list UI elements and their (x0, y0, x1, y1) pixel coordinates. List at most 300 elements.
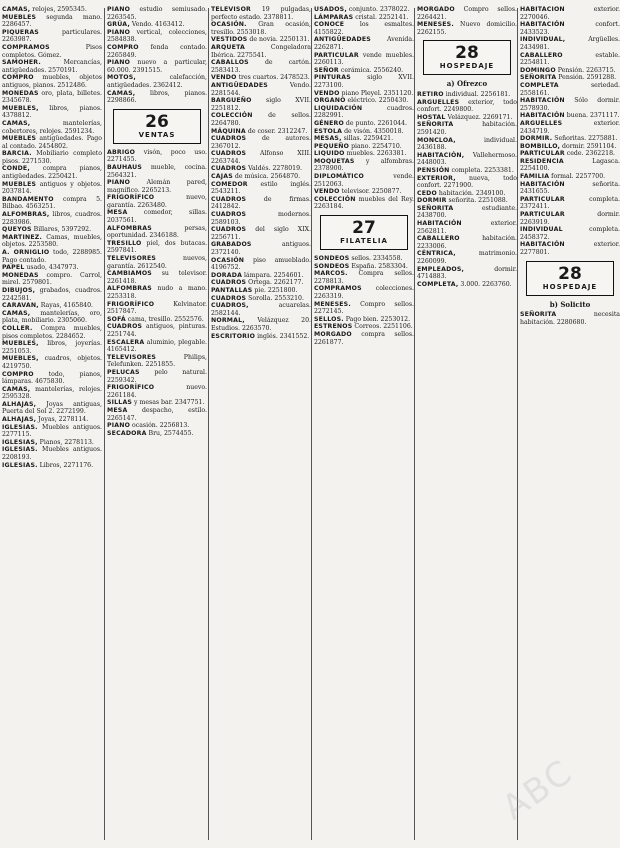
ad-text: completa. 2458372. (520, 226, 620, 241)
ad-heading: DOMINGO (520, 66, 556, 74)
ad-heading: VENDO (211, 74, 237, 82)
ad-heading: CUADROS (211, 195, 247, 203)
ad-text: sellos. 2334558. (349, 255, 403, 263)
ad-text: pelo natural. 2259342. (107, 368, 207, 384)
ad-text: vende muebles. 2260113. (314, 51, 414, 67)
ad-text: particulares. 2263987. (2, 28, 102, 44)
ad-text: piso amueblado. 4196752. (211, 256, 311, 272)
classified-ad (211, 257, 311, 272)
classified-ad (2, 446, 102, 461)
ad-text: 19 pulgadas, perfecto estado. 2378811. (211, 6, 311, 21)
classified-ad (520, 241, 620, 256)
ad-heading: ALFOMBRAS (107, 224, 152, 232)
classified-ad (314, 128, 414, 136)
ad-heading: IGLESIAS, (2, 438, 38, 446)
classified-ad (417, 91, 517, 99)
ad-heading: INDIVIDUAL (520, 226, 563, 234)
ad-text: vende. 2512063. (314, 173, 414, 188)
ad-heading: ESTOLA (314, 127, 343, 135)
ad-heading: ANTIGÜEDADES (314, 36, 371, 44)
classified-ad (211, 226, 311, 241)
ad-text: acuarelas. 2582144. (211, 302, 311, 317)
ad-heading: IGLESIAS. (2, 461, 38, 469)
ad-text: libros, cuadros. 2283986. (2, 211, 102, 226)
ad-text: relojes, 2595345. (30, 6, 87, 13)
classified-ad (417, 266, 517, 281)
classified-ad (314, 323, 414, 331)
ad-heading: ALFOMBRAS (107, 285, 152, 293)
ad-text: de autores. 2367012. (211, 135, 311, 150)
ad-text: Valdés. 2278019. (246, 165, 302, 173)
classified-ad (211, 112, 311, 127)
ad-heading: HABITACIÓN (520, 21, 565, 29)
ad-heading: MUEBLES, (2, 355, 39, 363)
ad-heading: MORGADO (417, 6, 455, 13)
ad-heading: GÉNERO (314, 119, 344, 127)
classified-ad (2, 14, 102, 29)
section-header-box (526, 261, 614, 296)
ad-heading: CABALLERO (417, 235, 460, 243)
ad-text: individual. 2256181. (443, 90, 511, 98)
ad-heading: HABITACIÓN (520, 97, 565, 105)
ad-text: Compro sellos. 2264421. (417, 6, 517, 21)
ad-heading: CABALLERO (520, 51, 563, 59)
classified-ad (107, 255, 207, 270)
classified-ad (314, 270, 414, 285)
ad-text: individual. 2436188. (417, 136, 517, 152)
ad-heading: LIQUIDACIÓN (314, 104, 363, 112)
ad-text: cuadros. 2282991. (314, 104, 414, 120)
classified-ad (107, 430, 207, 438)
classified-ad (211, 333, 311, 341)
ad-heading: ARGUELLES (417, 98, 460, 106)
ad-text: Camas, muebles, objetos. 2253580. (2, 233, 102, 249)
ad-text: de cartón. 2583413. (211, 59, 311, 74)
ad-heading: ARQUETA (211, 43, 245, 51)
ad-heading: ESCALERA (107, 338, 145, 346)
ad-text: Gran ocasión, tresillo. 2553018. (211, 21, 311, 36)
ad-text: ocasión. 2256813. (130, 422, 190, 430)
ad-text: de coser. 2312247. (245, 127, 308, 135)
ad-text: siglo XVII. 2273100. (314, 74, 414, 89)
ad-text: comedor, sillas. 2037561. (107, 209, 207, 225)
classified-ad (107, 323, 207, 338)
classified-ad (314, 263, 414, 271)
ad-heading: MESAS, (314, 135, 342, 143)
ad-heading: HABITACIÓN (520, 112, 565, 120)
ad-text: de firmas. 2412842. (211, 195, 311, 211)
classified-ad (2, 150, 102, 165)
ad-text: habitación. 2349100. (436, 189, 506, 197)
classified-ad (107, 270, 207, 285)
classified-ad (314, 6, 414, 14)
ad-heading: MUEBLES (2, 135, 37, 143)
ad-heading: HABITACIÓN (520, 6, 565, 13)
ad-heading: TELEVISORES (107, 255, 157, 263)
ad-heading: CUADROS (211, 294, 247, 302)
classified-ad (211, 181, 311, 196)
ad-text: segunda mano. 2286457. (2, 13, 102, 29)
ad-text: inglés. 2341552. (255, 332, 310, 340)
ad-text: Mercancías, antigüedades. 2570191. (2, 59, 102, 74)
classified-ad (211, 287, 311, 295)
ad-heading: CUADROS (211, 135, 247, 143)
classified-ad (2, 226, 102, 234)
classified-ad (417, 21, 517, 36)
ad-heading: ESCRITORIO (211, 332, 256, 340)
ad-heading: PELUCAS (107, 368, 140, 376)
ad-heading: COMPRAMOS (2, 43, 50, 51)
ad-text: Velázquez. 2269171. (445, 113, 513, 121)
ad-heading: COMPRO (2, 74, 34, 82)
classified-ad (520, 173, 620, 181)
classified-ad (520, 97, 620, 112)
classified-ad (2, 165, 102, 180)
classified-ad (107, 240, 207, 255)
ad-text: habitación. 2591420. (417, 121, 517, 136)
section-header-box (320, 215, 408, 250)
classified-ad (211, 211, 311, 226)
ad-text: Correos. 2251106. (352, 323, 413, 331)
ad-text: Señoritas. 2275881. (552, 135, 618, 143)
ad-heading: CARAVAN, (2, 302, 39, 310)
ad-heading: SONDEOS (314, 262, 350, 270)
ad-text: compra sellos. 2261877. (314, 330, 414, 346)
classified-ad (2, 211, 102, 226)
ad-text: pie. 2251800. (252, 286, 298, 294)
ad-heading: CAJAS (211, 173, 233, 181)
ad-heading: CEDO (417, 189, 437, 197)
ad-heading: PIANO (107, 28, 131, 36)
classified-ad (2, 59, 102, 74)
ad-heading: MENESES. (417, 21, 454, 29)
classified-ad (520, 211, 620, 226)
classified-ad (107, 21, 207, 29)
ad-heading: DIPLOMÁTICO (314, 173, 364, 181)
ad-heading: CAMAS, (2, 119, 31, 127)
ad-heading: CAMAS, (2, 6, 31, 13)
ad-text: siglo XVII. 2251812. (211, 97, 311, 112)
ad-heading: GRÚA, (107, 21, 130, 29)
classified-ad (107, 44, 207, 59)
classified-ad (2, 401, 102, 416)
ad-text: Nuevo domicilio. 2262155. (417, 21, 517, 36)
ad-text: estilo inglés. 2543211. (211, 180, 311, 196)
column-2 (107, 6, 207, 842)
ad-heading: VENDO (314, 89, 340, 97)
classified-ad (417, 190, 517, 198)
classified-ad (2, 44, 102, 59)
ad-text: compra 5. Bilbao. 4563251. (2, 195, 102, 211)
ad-text: cede. 2362218. (564, 150, 616, 158)
ad-text: nudo a mano. 2253318. (107, 285, 207, 300)
classified-ad (314, 188, 414, 196)
classified-ad (2, 310, 102, 325)
ad-text: piano. 2254710. (349, 142, 402, 150)
classified-ad (107, 407, 207, 422)
section-title: FILATELIA (340, 237, 388, 246)
classified-ad (2, 196, 102, 211)
ad-text: Libros, 2271176. (37, 461, 94, 469)
classified-ad (211, 21, 311, 36)
ad-heading: BOMBILLO, (520, 142, 561, 150)
ad-heading: MOQUETAS (314, 157, 355, 165)
classified-ad (314, 105, 414, 120)
ad-heading: MOTOS, (107, 74, 136, 82)
ad-heading: MORGADO (314, 330, 352, 338)
ad-heading: PENSIÓN (417, 166, 450, 174)
ad-heading: CAMAS, (2, 309, 31, 317)
ad-heading: PIANO (107, 6, 131, 13)
ad-text: tres cuartos. 2478523. (236, 74, 310, 82)
ad-heading: SEÑORITA (417, 204, 454, 212)
classified-ad (211, 272, 311, 280)
section-number: 27 (352, 218, 376, 239)
classified-ad (520, 150, 620, 158)
ad-heading: CUADROS (211, 165, 247, 173)
ad-heading: A. ORNIGLIO (2, 249, 50, 256)
ad-text: oro, plata, billetes. 2345678. (2, 89, 102, 105)
ad-heading: PARTICULAR (520, 211, 565, 219)
classified-ad (107, 6, 207, 21)
ad-text: Sorolla. 2553210. (246, 294, 304, 302)
classified-ad (314, 316, 414, 324)
ad-heading: PARTICULAR (520, 195, 565, 203)
ad-text: Alemán pared, magnífico. 2265213. (107, 179, 207, 194)
classified-ad (417, 220, 517, 235)
classified-ad (314, 135, 414, 143)
ad-text: antiguos, pinturas. 2251744. (107, 323, 207, 338)
ad-heading: CAMAS, (2, 385, 31, 393)
ad-heading: CAMBIAMOS (107, 270, 152, 278)
ad-heading: FAMILIA (520, 173, 550, 181)
ad-heading: IGLESIAS. (2, 446, 38, 454)
ad-heading: HOSTAL (417, 113, 446, 121)
classified-ad (2, 325, 102, 340)
ad-text: completa. 2372411. (520, 195, 620, 211)
ad-heading: TELEVISOR (211, 6, 251, 13)
ad-text: nueva, todo confort. 2271900. (417, 174, 517, 190)
ad-text: señorita. 2251088. (446, 197, 508, 205)
ad-heading: PARTICULAR (520, 150, 565, 158)
classified-ad (2, 272, 102, 287)
ad-text: habitación. 2233006. (417, 235, 517, 250)
ad-text: exterior. 2277801. (520, 241, 620, 256)
ad-text: Alfonso XIII. 2263744. (211, 150, 311, 165)
section-header-box (423, 40, 511, 75)
ad-heading: BAUHAUS (107, 163, 142, 171)
classified-ad (314, 196, 414, 211)
classified-ad (2, 264, 102, 272)
ad-text: usado, 4347973. (24, 264, 79, 272)
ad-heading: OCASIÓN (211, 256, 245, 264)
classified-ad (2, 29, 102, 44)
ad-text: su televisor. 2261418. (107, 270, 207, 285)
ad-heading: EXTERIOR, (417, 174, 456, 182)
ad-text: muebles del Rey. 2263184. (314, 195, 414, 211)
classified-ad (107, 316, 207, 324)
classified-ad (520, 21, 620, 36)
ad-text: piano Pleyel. 2351120. (339, 89, 414, 97)
ad-heading: COMPRO (2, 370, 34, 378)
classified-ad (314, 143, 414, 151)
ad-text: y mesas bar. 2347751. (132, 399, 205, 407)
ad-text: cerámica. 2556240. (338, 66, 404, 74)
ad-heading: IGLESIAS. (2, 423, 38, 431)
classified-ad (107, 369, 207, 384)
ad-text: estudio semiusado. 2263545. (107, 6, 207, 21)
classified-ad (211, 44, 311, 59)
classified-ad (107, 301, 207, 316)
ad-text: dormir. 2263919. (520, 211, 620, 226)
classified-ad (520, 158, 620, 173)
classified-ad (2, 90, 102, 105)
ad-heading: FRIGORÍFICO (107, 384, 155, 392)
ad-text: Vendo. 4163412. (129, 21, 185, 29)
ad-text: Congeladora Ibérica. 2275541. (211, 43, 311, 59)
classified-ad (211, 302, 311, 317)
classified-ad (520, 226, 620, 241)
ad-heading: TELEVISORES (107, 353, 157, 361)
ad-text: antiguos y objetos. 2037814. (2, 180, 102, 196)
ad-text: eléctrico. 2250430. (345, 97, 409, 105)
ad-heading: RETIRO (417, 90, 444, 98)
classified-ad (107, 225, 207, 240)
section-number: 28 (558, 263, 582, 284)
column-4 (314, 6, 414, 842)
classified-ad (211, 196, 311, 211)
ad-heading: CÉNTRICA, (417, 250, 456, 258)
ad-heading: ALHAJAS, (2, 400, 37, 408)
section-subheading: a) Ofrezco (446, 79, 488, 89)
ad-heading: CABALLOS (211, 59, 249, 67)
column-6 (520, 6, 620, 842)
classified-ad (314, 150, 414, 158)
ad-heading: PIANO (107, 59, 131, 67)
ad-text: de música. 2564870. (232, 173, 301, 181)
column-divider (414, 8, 415, 840)
ad-heading: DORMIR (417, 197, 447, 205)
ad-heading: PEQUEÑO (314, 142, 350, 150)
ad-text: matrimonio. 2260099. (417, 250, 517, 266)
ad-text: Lagasca. 2254100. (520, 157, 620, 173)
classified-ad (107, 59, 207, 74)
ad-text: de novia. 2250131. (247, 36, 310, 44)
ad-text: nuevo a particular, 60.000. 2391515. (107, 59, 207, 74)
ad-text: Argüelles. 2434981. (520, 36, 620, 51)
ad-text: Pianos, 2278113. (37, 438, 94, 446)
ad-text: televisor. 2250877. (339, 188, 402, 196)
classified-ad (107, 209, 207, 224)
classified-ad (2, 462, 102, 470)
classified-ad (314, 90, 414, 98)
column-divider (104, 8, 105, 840)
classified-ad (107, 74, 207, 89)
column-divider (311, 8, 312, 840)
classified-ad (211, 317, 311, 332)
ad-text: exterior. 2562811. (417, 220, 517, 235)
ad-heading: SILLAS (107, 399, 133, 407)
classified-ad (520, 143, 620, 151)
classified-ad (2, 416, 102, 424)
ad-heading: ALHAJAS, (2, 416, 37, 424)
section-subheading: b) Solicito (549, 299, 591, 309)
classified-ad (2, 355, 102, 370)
ad-text: lámpara. 2254601. (242, 271, 304, 279)
ad-text: completa. 2253381. (449, 166, 514, 174)
classified-ad (314, 36, 414, 51)
classified-ad (417, 250, 517, 265)
ad-heading: CUADROS (211, 211, 247, 219)
ad-text: del siglo XIX. 2256711. (211, 226, 311, 241)
classified-ad (211, 82, 311, 97)
ad-heading: LÁMPARAS (314, 13, 354, 21)
ad-text: Sólo dormir. 2578930. (520, 97, 620, 112)
ad-text: exterior, todo confort. 2249800. (417, 98, 517, 114)
ad-heading: EMPLEADOS, (417, 265, 465, 273)
ad-heading: SEÑORITA (417, 121, 454, 129)
ad-heading: CONOCE (314, 21, 345, 29)
ad-heading: MARTINEZ. (2, 233, 42, 241)
classified-ad (520, 112, 620, 120)
ad-heading: HABITACIÓN, (417, 151, 465, 159)
classified-ad (314, 21, 414, 36)
ad-text: nuevos, garantía. 2612540. (107, 255, 207, 270)
classified-ad (2, 424, 102, 439)
ad-heading: MARCOS. (314, 270, 348, 278)
ad-heading: ABRIGO (107, 148, 136, 156)
ad-heading: SEÑOR (314, 66, 339, 74)
ad-text: Philips, Telefunken. 2251855. (107, 353, 207, 369)
classified-ad (417, 152, 517, 167)
classified-ad (314, 331, 414, 346)
ad-heading: RESIDENCIA (520, 157, 564, 165)
column-divider (208, 8, 209, 840)
ad-heading: CUADROS (211, 279, 247, 287)
classified-ad (211, 74, 311, 82)
ad-text: Vendo. 2281544. (211, 81, 311, 97)
ad-heading: MESA (107, 209, 128, 217)
ad-text: vertical, colecciones, 2584838. (107, 28, 207, 44)
classified-ad (314, 74, 414, 89)
ad-text: visón, poco uso. 2271455. (107, 148, 207, 164)
ad-text: muebles, objetos antiguos, pianos. 2512486. (2, 74, 102, 89)
ad-heading: SECADORA (107, 429, 147, 437)
ad-heading: PIANO (107, 422, 131, 430)
classified-ad (107, 339, 207, 354)
ad-heading: QUEYOS (2, 226, 32, 234)
classified-ad (2, 105, 102, 120)
classified-ad (211, 135, 311, 150)
ad-heading: COLECCIÓN (211, 112, 253, 120)
classified-ad (211, 6, 311, 21)
classified-ad (211, 59, 311, 74)
ad-text: Velázquez 20. Estudios. 2263570. (211, 317, 311, 332)
classified-ad (107, 422, 207, 430)
ad-text: nuevo, garantía. 2263480. (107, 194, 207, 209)
ad-text: piel, dos butacas. 2597841. (107, 239, 207, 255)
ad-heading: SOFÁ (107, 315, 126, 323)
ad-heading: INDIVIDUAL, (520, 36, 566, 44)
ad-heading: SONDEOS (314, 255, 350, 263)
classified-ad (314, 301, 414, 316)
ad-heading: ALFOMBRAS, (2, 211, 50, 219)
ad-heading: SEÑORITA (520, 311, 557, 319)
classified-ad (211, 279, 311, 287)
ad-text: cuadros, objetos. 4219750. (2, 355, 102, 370)
classified-ad (2, 135, 102, 150)
classified-ad (211, 295, 311, 303)
